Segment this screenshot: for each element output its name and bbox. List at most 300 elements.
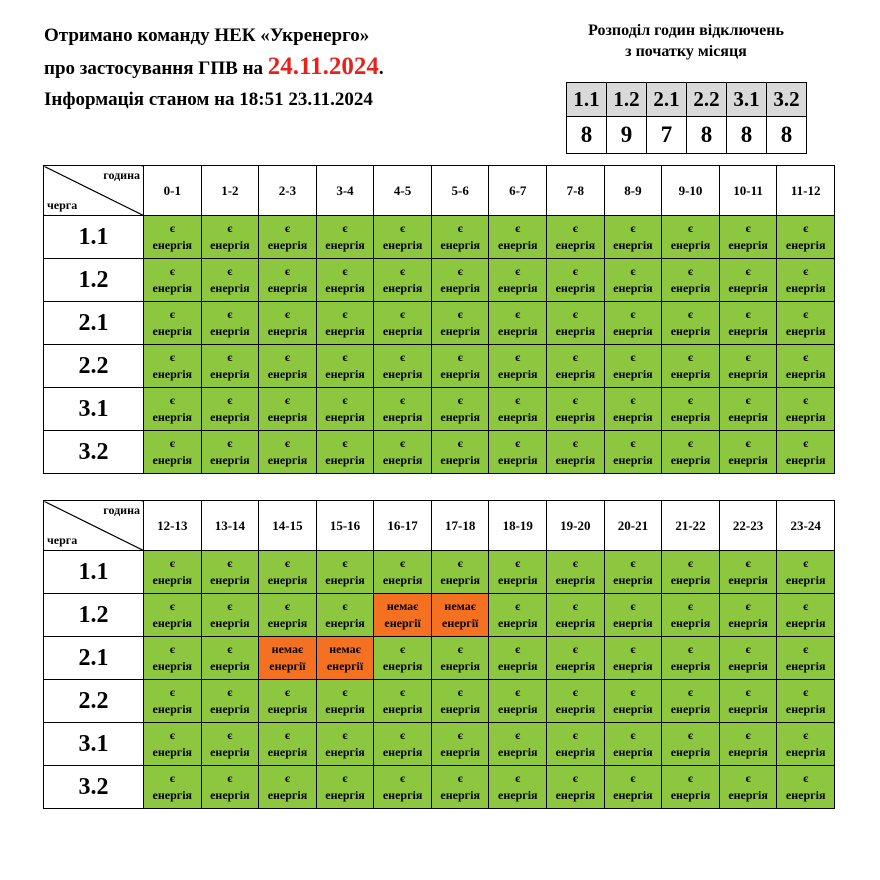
- status-line-2: енергія: [670, 367, 711, 381]
- status-line-1: є: [687, 599, 694, 613]
- hour-header-row: [44, 501, 835, 551]
- power-on-cell: [604, 345, 662, 388]
- status-line-2: енергії: [442, 616, 479, 630]
- status-line-1: є: [803, 642, 809, 656]
- queue-label: 1.1: [44, 551, 144, 594]
- status-line-2: енергія: [325, 410, 365, 424]
- power-on-cell: [719, 388, 777, 431]
- power-on-cell: [777, 551, 835, 594]
- status-line-2: енергія: [670, 453, 711, 467]
- power-on-cell: [144, 259, 202, 302]
- distribution-hours-1-2: 9: [607, 117, 647, 154]
- distribution-queue-1-2: 1.2: [607, 83, 647, 117]
- hour-header: 18-19: [489, 501, 547, 551]
- power-on-cell: [259, 766, 317, 809]
- status-line-1: є: [803, 771, 809, 785]
- status-line-1: є: [687, 307, 694, 321]
- power-on-cell: [719, 766, 777, 809]
- status-line-2: енергія: [613, 453, 653, 467]
- status-line-1: є: [169, 599, 175, 613]
- distribution-title: [566, 20, 806, 62]
- power-on-cell: [777, 302, 835, 345]
- power-on-cell: [259, 431, 317, 474]
- status-line-1: є: [630, 436, 636, 450]
- status-line-2: енергія: [498, 659, 538, 673]
- status-line-2: енергія: [555, 745, 596, 759]
- power-on-cell: [662, 594, 720, 637]
- status-line-1: є: [745, 771, 751, 785]
- schedule-date: 24.11.2024: [267, 53, 379, 80]
- status-line-2: енергія: [555, 238, 596, 252]
- table-row: [44, 637, 835, 680]
- power-on-cell: [374, 388, 432, 431]
- status-line-1: є: [342, 264, 348, 278]
- status-line-1: є: [515, 307, 521, 321]
- status-line-2: енергія: [498, 745, 538, 759]
- status-line-2: енергія: [728, 745, 768, 759]
- status-line-2: енергія: [613, 367, 653, 381]
- status-line-2: енергія: [382, 453, 423, 467]
- status-line-2: енергія: [613, 659, 653, 673]
- status-line-2: енергія: [152, 573, 193, 587]
- status-line-1: є: [572, 350, 578, 364]
- status-line-1: є: [515, 436, 521, 450]
- status-line-1: є: [227, 728, 233, 742]
- status-line-2: енергія: [785, 367, 826, 381]
- status-line-1: є: [630, 556, 636, 570]
- status-line-2: енергія: [785, 745, 826, 759]
- power-on-cell: [259, 302, 317, 345]
- status-line-1: є: [400, 221, 406, 235]
- status-line-2: енергія: [728, 324, 768, 338]
- distribution-hours-3-1: 8: [727, 117, 767, 154]
- status-line-1: є: [400, 728, 406, 742]
- status-line-1: є: [572, 642, 578, 656]
- status-line-1: є: [803, 599, 809, 613]
- hour-header: 13-14: [201, 501, 259, 551]
- status-line-2: енергії: [269, 659, 306, 673]
- status-line-2: енергія: [613, 616, 653, 630]
- status-line-1: є: [572, 307, 578, 321]
- power-on-cell: [431, 766, 489, 809]
- status-line-2: енергія: [440, 367, 480, 381]
- status-line-2: енергія: [210, 616, 250, 630]
- status-line-2: енергія: [325, 616, 365, 630]
- status-line-1: є: [284, 599, 291, 613]
- status-line-1: є: [457, 307, 463, 321]
- status-line-1: є: [400, 436, 406, 450]
- table-row: [44, 766, 835, 809]
- power-on-cell: [316, 551, 374, 594]
- queue-label: 3.1: [44, 388, 144, 431]
- status-line-2: енергія: [728, 238, 768, 252]
- hour-header: 19-20: [547, 501, 605, 551]
- status-line-2: енергія: [152, 324, 193, 338]
- status-line-1: є: [515, 728, 521, 742]
- status-line-1: є: [457, 264, 463, 278]
- status-line-1: є: [169, 436, 175, 450]
- status-line-1: немає: [386, 599, 419, 613]
- status-line-1: є: [630, 307, 636, 321]
- power-on-cell: [777, 637, 835, 680]
- status-line-2: енергія: [382, 659, 423, 673]
- status-line-2: енергія: [728, 788, 768, 802]
- power-off-cell: [316, 637, 374, 680]
- status-line-2: енергія: [267, 238, 308, 252]
- power-on-cell: [547, 431, 605, 474]
- power-on-cell: [719, 216, 777, 259]
- status-line-1: є: [457, 221, 463, 235]
- status-line-1: є: [572, 728, 578, 742]
- status-line-1: є: [400, 307, 406, 321]
- status-line-1: є: [342, 393, 348, 407]
- status-line-1: є: [400, 393, 406, 407]
- power-on-cell: [777, 723, 835, 766]
- status-line-1: є: [227, 393, 233, 407]
- status-line-2: енергія: [498, 410, 538, 424]
- status-line-2: енергія: [210, 573, 250, 587]
- power-on-cell: [144, 766, 202, 809]
- status-line-1: є: [572, 556, 578, 570]
- status-line-1: є: [227, 436, 233, 450]
- status-line-2: енергія: [152, 281, 193, 295]
- status-line-2: енергія: [440, 238, 480, 252]
- status-line-1: є: [687, 264, 694, 278]
- status-line-1: є: [803, 728, 809, 742]
- status-line-1: немає: [444, 599, 476, 613]
- power-on-cell: [547, 345, 605, 388]
- distribution-hours-3-2: 8: [767, 117, 807, 154]
- power-on-cell: [431, 388, 489, 431]
- status-line-2: енергія: [498, 324, 538, 338]
- power-on-cell: [547, 766, 605, 809]
- power-on-cell: [777, 680, 835, 723]
- status-line-2: енергія: [382, 238, 423, 252]
- status-line-2: енергія: [728, 281, 768, 295]
- status-line-2: енергія: [785, 324, 826, 338]
- power-on-cell: [489, 723, 547, 766]
- hour-header: 6-7: [489, 166, 547, 216]
- status-line-1: є: [457, 728, 463, 742]
- status-line-1: є: [630, 264, 636, 278]
- queue-label: 2.2: [44, 345, 144, 388]
- power-on-cell: [201, 216, 259, 259]
- status-line-2: енергія: [210, 453, 250, 467]
- status-line-2: енергія: [152, 367, 193, 381]
- hour-axis-label: година: [103, 168, 140, 182]
- power-on-cell: [431, 345, 489, 388]
- power-on-cell: [547, 216, 605, 259]
- power-on-cell: [777, 431, 835, 474]
- status-line-2: енергія: [325, 745, 365, 759]
- hour-header: 0-1: [144, 166, 202, 216]
- power-on-cell: [144, 723, 202, 766]
- power-on-cell: [489, 766, 547, 809]
- power-on-cell: [662, 345, 720, 388]
- status-line-1: є: [227, 307, 233, 321]
- status-line-1: є: [745, 556, 751, 570]
- table-row: [44, 388, 835, 431]
- status-line-1: є: [284, 350, 291, 364]
- power-on-cell: [259, 723, 317, 766]
- distribution-hours-2-2: 8: [687, 117, 727, 154]
- status-line-1: є: [169, 350, 175, 364]
- distribution-hours-2-1: 7: [647, 117, 687, 154]
- status-line-1: є: [572, 599, 578, 613]
- status-line-2: енергія: [728, 659, 768, 673]
- status-line-1: немає: [329, 642, 361, 656]
- hour-header: 1-2: [201, 166, 259, 216]
- power-on-cell: [604, 388, 662, 431]
- status-line-2: енергія: [152, 453, 193, 467]
- status-line-2: енергія: [267, 573, 308, 587]
- table-row: [44, 216, 835, 259]
- status-line-1: є: [342, 728, 348, 742]
- status-line-2: енергія: [440, 453, 480, 467]
- power-on-cell: [374, 302, 432, 345]
- status-line-2: енергія: [555, 281, 596, 295]
- power-on-cell: [374, 680, 432, 723]
- status-line-1: є: [284, 393, 291, 407]
- power-on-cell: [374, 216, 432, 259]
- status-line-2: енергія: [670, 573, 711, 587]
- status-line-1: є: [169, 685, 175, 699]
- power-on-cell: [662, 637, 720, 680]
- power-on-cell: [662, 388, 720, 431]
- power-on-cell: [489, 431, 547, 474]
- power-on-cell: [662, 680, 720, 723]
- status-line-2: енергія: [210, 410, 250, 424]
- power-on-cell: [431, 259, 489, 302]
- status-line-1: є: [169, 642, 175, 656]
- power-on-cell: [316, 302, 374, 345]
- status-line-1: є: [342, 221, 348, 235]
- status-line-1: є: [803, 393, 809, 407]
- power-on-cell: [662, 259, 720, 302]
- status-line-1: є: [572, 685, 578, 699]
- status-line-2: енергія: [210, 745, 250, 759]
- power-on-cell: [719, 551, 777, 594]
- status-line-2: енергія: [325, 324, 365, 338]
- hour-header: 23-24: [777, 501, 835, 551]
- status-line-1: є: [687, 221, 694, 235]
- status-line-2: енергія: [325, 702, 365, 716]
- status-line-2: енергія: [613, 324, 653, 338]
- status-line-2: енергія: [613, 410, 653, 424]
- status-line-1: є: [630, 685, 636, 699]
- power-on-cell: [259, 551, 317, 594]
- status-line-1: є: [745, 264, 751, 278]
- hour-header: 3-4: [316, 166, 374, 216]
- status-line-2: енергія: [152, 410, 193, 424]
- hour-header: 21-22: [662, 501, 720, 551]
- status-line-1: є: [284, 685, 291, 699]
- hour-axis-label: година: [103, 503, 140, 517]
- status-line-2: енергія: [325, 367, 365, 381]
- status-line-2: енергія: [613, 702, 653, 716]
- power-on-cell: [144, 594, 202, 637]
- power-on-cell: [604, 680, 662, 723]
- status-line-2: енергія: [670, 702, 711, 716]
- status-line-2: енергія: [325, 238, 365, 252]
- power-on-cell: [431, 637, 489, 680]
- power-on-cell: [777, 594, 835, 637]
- status-line-2: енергія: [498, 616, 538, 630]
- status-line-2: енергія: [440, 788, 480, 802]
- power-off-cell: [374, 594, 432, 637]
- status-line-2: енергія: [613, 788, 653, 802]
- status-line-1: є: [284, 728, 291, 742]
- status-line-1: є: [630, 599, 636, 613]
- status-line-1: є: [572, 264, 578, 278]
- status-line-1: немає: [271, 642, 304, 656]
- status-line-2: енергія: [440, 659, 480, 673]
- status-line-2: енергія: [555, 702, 596, 716]
- power-on-cell: [431, 680, 489, 723]
- power-on-cell: [316, 216, 374, 259]
- power-on-cell: [489, 345, 547, 388]
- status-line-2: енергія: [210, 238, 250, 252]
- status-line-2: енергія: [382, 281, 423, 295]
- power-on-cell: [431, 302, 489, 345]
- power-on-cell: [662, 216, 720, 259]
- status-line-2: енергія: [210, 367, 250, 381]
- hour-header: 8-9: [604, 166, 662, 216]
- status-line-2: енергія: [498, 238, 538, 252]
- status-line-1: є: [630, 642, 636, 656]
- power-on-cell: [316, 766, 374, 809]
- power-on-cell: [547, 723, 605, 766]
- power-on-cell: [374, 431, 432, 474]
- queue-label: 2.1: [44, 637, 144, 680]
- table-row: [44, 345, 835, 388]
- status-line-1: є: [745, 642, 751, 656]
- status-line-1: є: [284, 436, 291, 450]
- status-line-2: енергія: [498, 453, 538, 467]
- status-line-1: є: [457, 436, 463, 450]
- status-line-2: енергія: [613, 281, 653, 295]
- status-line-2: енергія: [152, 616, 193, 630]
- power-on-cell: [259, 388, 317, 431]
- power-on-cell: [431, 431, 489, 474]
- status-line-1: є: [572, 771, 578, 785]
- power-on-cell: [259, 594, 317, 637]
- status-line-1: є: [400, 556, 406, 570]
- table-row: [44, 594, 835, 637]
- status-line-1: є: [803, 685, 809, 699]
- status-line-1: є: [227, 221, 233, 235]
- status-line-2: енергія: [498, 702, 538, 716]
- status-line-2: енергія: [728, 453, 768, 467]
- status-line-1: є: [342, 307, 348, 321]
- status-line-1: є: [457, 642, 463, 656]
- queue-label: 1.2: [44, 594, 144, 637]
- status-line-1: є: [227, 642, 233, 656]
- power-on-cell: [316, 680, 374, 723]
- queue-label: 1.1: [44, 216, 144, 259]
- power-on-cell: [662, 431, 720, 474]
- power-on-cell: [547, 594, 605, 637]
- status-line-1: є: [342, 771, 348, 785]
- status-line-1: є: [400, 685, 406, 699]
- schedule-table-morning: [43, 165, 835, 474]
- status-line-2: енергія: [267, 410, 308, 424]
- distribution-title-line-2: з початку місяця: [625, 43, 747, 60]
- table-row: [44, 680, 835, 723]
- power-on-cell: [662, 766, 720, 809]
- power-on-cell: [201, 723, 259, 766]
- status-line-2: енергія: [555, 410, 596, 424]
- status-line-1: є: [284, 264, 291, 278]
- power-on-cell: [489, 551, 547, 594]
- status-line-2: енергія: [498, 367, 538, 381]
- status-line-2: енергія: [210, 659, 250, 673]
- distribution-title-line-1: Розподіл годин відключень: [588, 22, 784, 39]
- status-line-1: є: [745, 350, 751, 364]
- status-line-2: енергія: [440, 573, 480, 587]
- status-line-1: є: [745, 685, 751, 699]
- power-on-cell: [604, 216, 662, 259]
- power-on-cell: [144, 680, 202, 723]
- status-line-1: є: [687, 685, 694, 699]
- status-line-1: є: [803, 264, 809, 278]
- status-line-1: є: [227, 685, 233, 699]
- corner-cell: [44, 501, 144, 551]
- status-line-1: є: [457, 771, 463, 785]
- status-line-1: є: [400, 264, 406, 278]
- distribution-queue-row: [567, 83, 807, 117]
- status-line-1: є: [572, 436, 578, 450]
- header-line-1: Отримано команду НЕК «Укренерго»: [44, 25, 370, 46]
- table-row: [44, 302, 835, 345]
- status-line-2: енергія: [785, 616, 826, 630]
- status-line-1: є: [457, 685, 463, 699]
- status-line-2: енергія: [325, 788, 365, 802]
- status-line-1: є: [227, 350, 233, 364]
- distribution-queue-2-1: 2.1: [647, 83, 687, 117]
- power-on-cell: [547, 302, 605, 345]
- header-line-2-prefix: про застосування ГПВ на: [44, 58, 268, 79]
- status-line-2: енергія: [785, 573, 826, 587]
- status-line-1: є: [687, 642, 694, 656]
- power-on-cell: [489, 259, 547, 302]
- status-line-1: є: [515, 350, 521, 364]
- schedule-table-evening: [43, 500, 835, 809]
- status-line-2: енергія: [555, 324, 596, 338]
- status-line-2: енергія: [670, 616, 711, 630]
- status-line-1: є: [342, 685, 348, 699]
- status-line-2: енергія: [382, 702, 423, 716]
- status-line-2: енергія: [613, 238, 653, 252]
- queue-label: 2.1: [44, 302, 144, 345]
- power-on-cell: [201, 388, 259, 431]
- power-on-cell: [719, 680, 777, 723]
- status-line-1: є: [745, 221, 751, 235]
- status-line-1: є: [803, 436, 809, 450]
- status-line-2: енергія: [152, 238, 193, 252]
- power-on-cell: [201, 637, 259, 680]
- status-line-1: є: [687, 771, 694, 785]
- status-line-1: є: [169, 221, 175, 235]
- status-line-2: енергія: [670, 788, 711, 802]
- power-on-cell: [777, 345, 835, 388]
- power-on-cell: [374, 551, 432, 594]
- status-line-2: енергія: [325, 573, 365, 587]
- queue-label: 2.2: [44, 680, 144, 723]
- status-line-2: енергія: [728, 573, 768, 587]
- power-on-cell: [201, 259, 259, 302]
- power-on-cell: [201, 302, 259, 345]
